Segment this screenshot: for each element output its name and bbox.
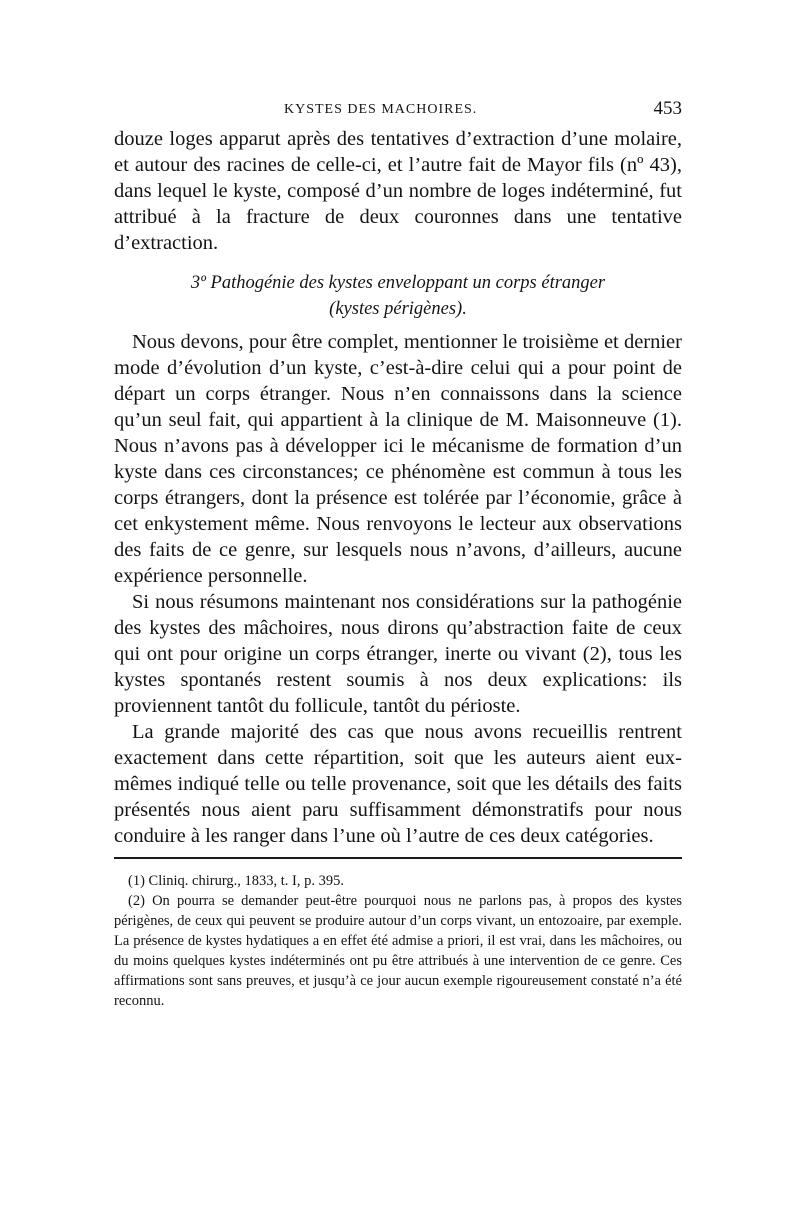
paragraph-continuation: douze loges apparut après des tentatives d’extraction d’une molaire, et autour des racines de celle-ci, et l’autre fait de Mayor fils (nº 43), dans lequel le kyste, composé d’un nombre de loges indéterminé, fut attribué à la fracture de deux couronnes dans une tentative d’extraction. bbox=[114, 128, 682, 254]
section-heading bbox=[114, 270, 682, 322]
book-page bbox=[114, 96, 682, 1011]
footnote-1: (1) Cliniq. chirurg., 1833, t. I, p. 395. bbox=[128, 873, 345, 889]
section-heading-line-2: (kystes périgènes). bbox=[329, 299, 467, 319]
page-number: 453 bbox=[653, 98, 682, 119]
running-head bbox=[114, 96, 682, 126]
body-text bbox=[114, 126, 682, 849]
section-heading-line-1: 3º Pathogénie des kystes enveloppant un corps étranger bbox=[190, 273, 606, 293]
footnote-rule bbox=[114, 857, 682, 859]
running-title: KYSTES DES MACHOIRES. bbox=[284, 102, 478, 117]
footnote-2: (2) On pourra se demander peut-être pourquoi nous ne parlons pas, à propos des kystes périgènes, de ceux qui peuvent se produire autour d’un corps vivant, un entozoaire, par exemple. La présence de kystes hydatiques a en effet été admise a priori, il est vrai, dans les mâchoires, ou du moins quelques kystes indéterminés ont pu être attribués à une intervention de ce genre. Ces affirmations sont sans preuves, et jusqu’à ce jour aucun exemple rigoureusement constaté n’a été reconnu. bbox=[114, 893, 682, 1009]
paragraph-foreign-body: Nous devons, pour être complet, mentionner le troisième et dernier mode d’évolution d’un kyste, c’est-à-dire celui qui a pour point de départ un corps étranger. Nous n’en connaissons dans la science qu’un seul fait, qui appartient à la clinique de M. Maisonneuve (1). Nous n’avons pas à développer ici le mécanisme de formation d’un kyste dans ces circonstances; ce phénomène est commun à tous les corps étrangers, dont la présence est tolérée par l’économie, grâce à cet enkystement même. Nous renvoyons le lecteur aux observations des faits de ce genre, sur lesquels nous n’avons, d’ailleurs, aucune expérience personnelle. bbox=[114, 331, 682, 587]
footnotes bbox=[114, 871, 682, 1011]
paragraph-majority: La grande majorité des cas que nous avons recueillis rentrent exactement dans cette répartition, soit que les auteurs aient eux-mêmes indiqué telle ou telle provenance, soit que les détails des faits présentés nous aient paru suffisamment démonstratifs pour nous conduire à les ranger dans l’une où l’autre de ces deux catégories. bbox=[114, 721, 682, 847]
paragraph-summary: Si nous résumons maintenant nos considérations sur la pathogénie des kystes des mâchoires, nous dirons qu’abstraction faite de ceux qui ont pour origine un corps étranger, inerte ou vivant (2), tous les kystes spontanés restent soumis à nos deux explications: ils proviennent tantôt du follicule, tantôt du périoste. bbox=[114, 591, 682, 717]
